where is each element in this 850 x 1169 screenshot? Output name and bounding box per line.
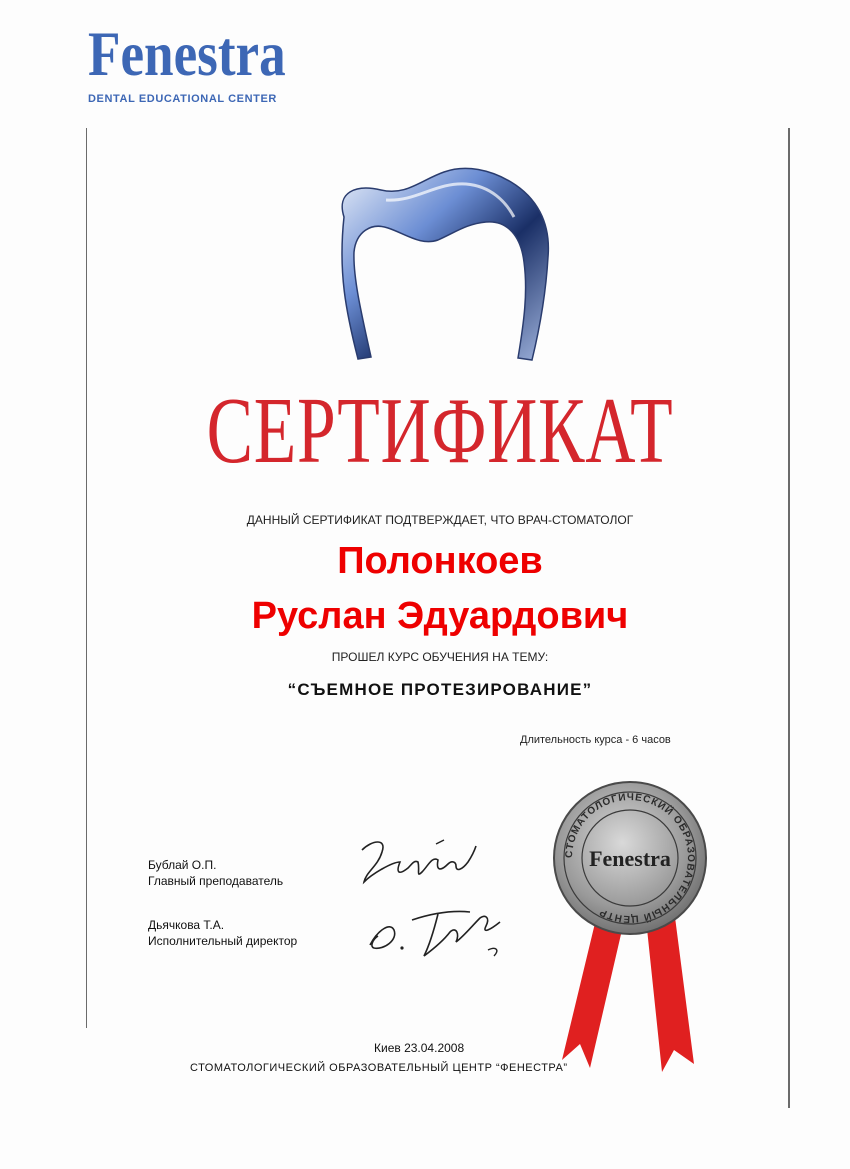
signature-2 (360, 900, 520, 970)
logo-subtitle: DENTAL EDUCATIONAL CENTER (88, 93, 277, 105)
course-duration: Длительность курса - 6 часов (520, 734, 671, 746)
signer-block-1 (148, 857, 283, 889)
svg-text:СТОМАТОЛОГИЧЕСКИЙ ОБРАЗОВАТЕЛЬ: СТОМАТОЛОГИЧЕСКИЙ ОБРАЗОВАТЕЛЬНЫЙ ЦЕНТР (563, 791, 697, 925)
signature-1 (352, 832, 492, 892)
issue-date: Киев 23.04.2008 (374, 1041, 465, 1055)
signer-name: Бублай О.П. (148, 858, 217, 872)
signer-name: Дьячкова Т.А. (148, 918, 225, 932)
signer-block-2 (148, 917, 297, 949)
tooth-logo-icon (326, 162, 566, 372)
organization-name: СТОМАТОЛОГИЧЕСКИЙ ОБРАЗОВАТЕЛЬНЫЙ ЦЕНТР “ФЕНЕСТРА” (190, 1062, 568, 1074)
course-name: “СЪЕМНОЕ ПРОТЕЗИРОВАНИЕ” (287, 680, 593, 699)
seal-center-text: Fenestra (589, 846, 671, 871)
signer-position: Главный преподаватель (148, 874, 284, 888)
recipient-last-name: Полонкоев (337, 540, 543, 582)
course-lead-text: ПРОШЕЛ КУРС ОБУЧЕНИЯ НА ТЕМУ: (331, 650, 549, 664)
logo-wordmark: Fenestra (88, 18, 286, 89)
signer-position: Исполнительный директор (148, 934, 298, 948)
confirm-text: ДАННЫЙ СЕРТИФИКАТ ПОДТВЕРЖДАЕТ, ЧТО ВРАЧ-СТОМАТОЛОГ (246, 513, 634, 527)
certificate-title: СЕРТИФИКАТ (206, 379, 674, 483)
recipient-first-patronymic: Руслан Эдуардович (251, 595, 629, 637)
wax-seal-icon (540, 776, 720, 1076)
